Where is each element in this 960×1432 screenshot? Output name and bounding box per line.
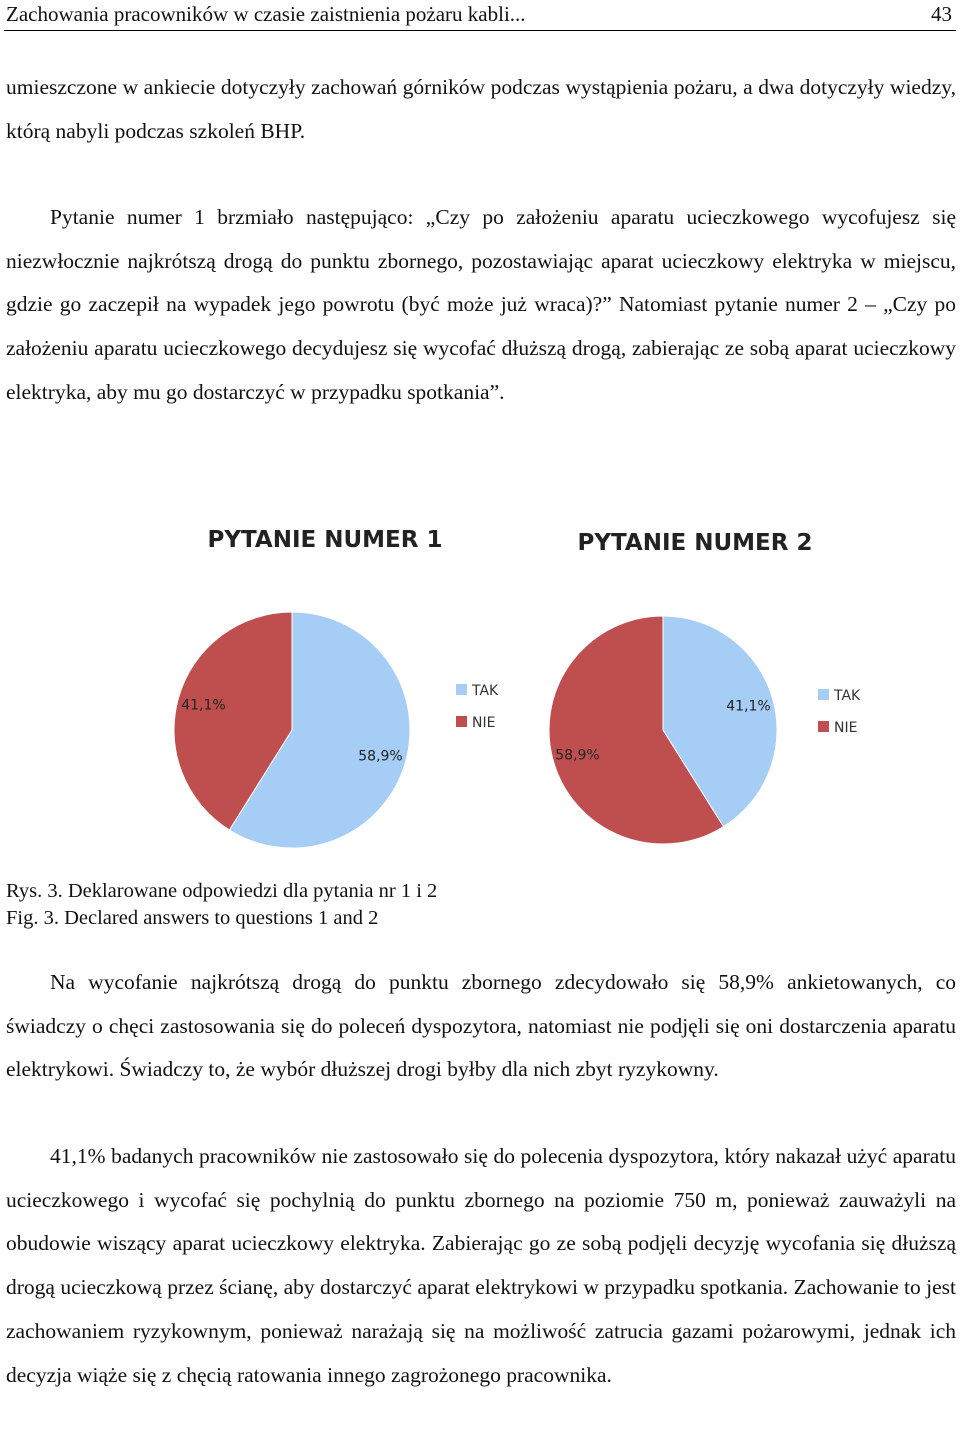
figure-caption-en: Fig. 3. Declared answers to questions 1 and 2 xyxy=(6,907,379,929)
figure-caption-pl: Rys. 3. Deklarowane odpowiedzi dla pytania nr 1 i 2 xyxy=(6,880,438,902)
legend1-label-tak: TAK xyxy=(472,683,499,699)
pie1-label-nie: 41,1% xyxy=(181,697,226,714)
pie1-label-tak: 58,9% xyxy=(358,748,403,765)
paragraph-result-2: 41,1% badanych pracowników nie zastosowało się do polecenia dyspozytora, który nakazał użyć aparatu ucieczkowego i wycofać się pochylnią do punktu zbornego na poziomie 750 m, ponieważ zauważyli na obudowie wiszący aparat ucieczkowy elektryka. Zabierając go ze sobą podjęli decyzję wycofania się dłuższą drogą ucieczkową przez ścianę, aby dostarczyć aparat elektrykowi w przypadku spotkania. Zachowanie to jest zachowaniem ryzykownym, ponieważ narażają się na możliwość zatrucia gazami pożarowymi, jednak ich decyzja wiąże się z chęcią ratowania innego zagrożonego pracownika. xyxy=(6,1144,956,1387)
running-header xyxy=(4,0,956,31)
running-title: Zachowania pracowników w czasie zaistnienia pożaru kabli... xyxy=(6,2,526,26)
legend2-label-nie: NIE xyxy=(834,720,858,736)
legend1-swatch-tak xyxy=(456,684,467,695)
chart-title-2: PYTANIE NUMER 2 xyxy=(577,530,813,556)
legend2-swatch-nie xyxy=(818,721,829,732)
pie-charts-svg xyxy=(0,505,960,855)
legend2-label-tak: TAK xyxy=(834,688,861,704)
legend1-swatch-nie xyxy=(456,716,467,727)
figure-pie-charts xyxy=(0,505,960,855)
paragraph-questions: Pytanie numer 1 brzmiało następująco: „Czy po założeniu aparatu ucieczkowego wycofujesz się niezwłocznie najkrótszą drogą do punktu zbornego, pozostawiając aparat ucieczkowy elektryka w miejscu, gdzie go zaczepił na wypadek jego powrotu (być może już wraca)?” Natomiast pytanie numer 2 – „Czy po założeniu aparatu ucieczkowego decydujesz się wycofać dłuższą drogą, zabierając ze sobą aparat ucieczkowy elektryka, aby mu go dostarczyć w przypadku spotkania”. xyxy=(6,205,956,404)
paragraph-intro: umieszczone w ankiecie dotyczyły zachowań górników podczas wystąpienia pożaru, a dwa dotyczyły wiedzy, którą nabyli podczas szkoleń BHP. xyxy=(6,75,956,143)
chart-title-1: PYTANIE NUMER 1 xyxy=(207,527,443,553)
pie2-label-tak: 41,1% xyxy=(726,698,771,715)
paragraph-result-1: Na wycofanie najkrótszą drogą do punktu zbornego zdecydowało się 58,9% ankietowanych, co świadczy o chęci zastosowania się do poleceń dyspozytora, natomiast nie podjęli się oni dostarczenia aparatu elektrykowi. Świadczy to, że wybór dłuższej drogi byłby dla nich zbyt ryzykowny. xyxy=(6,970,956,1082)
legend1-label-nie: NIE xyxy=(472,715,496,731)
pie2-label-nie: 58,9% xyxy=(555,747,600,764)
legend2-swatch-tak xyxy=(818,689,829,700)
page-number: 43 xyxy=(931,2,952,26)
